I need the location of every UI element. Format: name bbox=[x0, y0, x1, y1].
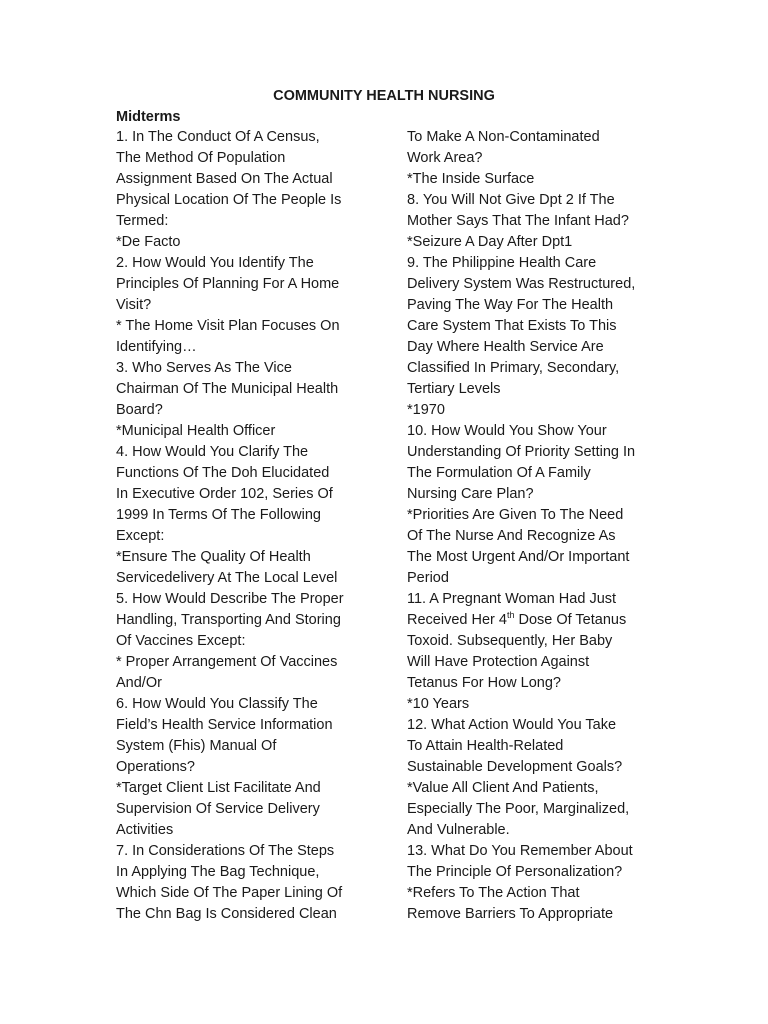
text-line: 8. You Will Not Give Dpt 2 If The bbox=[407, 192, 615, 208]
text-line: Handling, Transporting And Storing bbox=[116, 612, 341, 628]
text-line: The Most Urgent And/Or Important bbox=[407, 549, 630, 565]
text-line: 6. How Would You Classify The bbox=[116, 696, 318, 712]
text-line: In Applying The Bag Technique, bbox=[116, 864, 320, 880]
text-line: Field’s Health Service Information bbox=[116, 717, 333, 733]
text-line: And/Or bbox=[116, 675, 162, 691]
text-line: *Value All Client And Patients, bbox=[407, 780, 599, 796]
text-line: The Method Of Population bbox=[116, 150, 286, 166]
text-line: Paving The Way For The Health bbox=[407, 297, 614, 313]
text-line: 12. What Action Would You Take bbox=[407, 717, 617, 733]
text-line: 5. How Would Describe The Proper bbox=[116, 591, 344, 607]
text-line: 1999 In Terms Of The Following bbox=[116, 507, 321, 523]
text-line: Functions Of The Doh Elucidated bbox=[116, 465, 330, 481]
superscript: th bbox=[506, 610, 515, 621]
text-line: 13. What Do You Remember About bbox=[407, 843, 633, 859]
text-line: Principles Of Planning For A Home bbox=[116, 276, 340, 292]
text-line: Board? bbox=[116, 402, 163, 418]
text-line: Termed: bbox=[116, 213, 169, 229]
text-line: 11. A Pregnant Woman Had Just bbox=[407, 591, 617, 607]
text-line: Day Where Health Service Are bbox=[407, 339, 604, 355]
text-line: 3. Who Serves As The Vice bbox=[116, 360, 292, 376]
text-line: The Principle Of Personalization? bbox=[407, 864, 623, 880]
text-line: Assignment Based On The Actual bbox=[116, 171, 333, 187]
text-line: Physical Location Of The People Is bbox=[116, 192, 342, 208]
text-line: *Seizure A Day After Dpt1 bbox=[407, 234, 573, 250]
text-line: The Chn Bag Is Considered Clean bbox=[116, 906, 337, 922]
text-line: Classified In Primary, Secondary, bbox=[407, 360, 620, 376]
text-line: *De Facto bbox=[116, 234, 181, 250]
text-line: Remove Barriers To Appropriate bbox=[407, 906, 614, 922]
text-line: Of Vaccines Except: bbox=[116, 633, 246, 649]
text-line: *Target Client List Facilitate And bbox=[116, 780, 321, 796]
text-line: And Vulnerable. bbox=[407, 822, 510, 838]
text-line bbox=[407, 610, 677, 631]
text-line: Mother Says That The Infant Had? bbox=[407, 213, 629, 229]
text-line: 1. In The Conduct Of A Census, bbox=[116, 129, 320, 145]
text-line: Visit? bbox=[116, 297, 152, 313]
text-line: Supervision Of Service Delivery bbox=[116, 801, 320, 817]
text-line: Identifying… bbox=[116, 339, 197, 355]
text-line: Servicedelivery At The Local Level bbox=[116, 570, 338, 586]
text-line: Of The Nurse And Recognize As bbox=[407, 528, 616, 544]
right-text-column bbox=[407, 127, 677, 925]
left-text-column bbox=[116, 127, 386, 925]
text-line: 2. How Would You Identify The bbox=[116, 255, 314, 271]
text-line: Operations? bbox=[116, 759, 195, 775]
text-line: Activities bbox=[116, 822, 174, 838]
text-line: Care System That Exists To This bbox=[407, 318, 617, 334]
text-line: 9. The Philippine Health Care bbox=[407, 255, 597, 271]
text-line: To Attain Health-Related bbox=[407, 738, 564, 754]
text-line: 10. How Would You Show Your bbox=[407, 423, 607, 439]
text-line: Which Side Of The Paper Lining Of bbox=[116, 885, 343, 901]
text-line: Toxoid. Subsequently, Her Baby bbox=[407, 633, 613, 649]
text-line: *Priorities Are Given To The Need bbox=[407, 507, 624, 523]
text-line: Work Area? bbox=[407, 150, 483, 166]
text-line: Tertiary Levels bbox=[407, 381, 501, 397]
text-line: Delivery System Was Restructured, bbox=[407, 276, 636, 292]
text-line: *Refers To The Action That bbox=[407, 885, 580, 901]
text-line: Will Have Protection Against bbox=[407, 654, 590, 670]
text-segment: Dose Of Tetanus bbox=[514, 612, 627, 628]
text-segment: Received Her 4 bbox=[407, 612, 507, 628]
text-line: In Executive Order 102, Series Of bbox=[116, 486, 333, 502]
text-line: *The Inside Surface bbox=[407, 171, 535, 187]
text-line: *10 Years bbox=[407, 696, 470, 712]
text-line: 7. In Considerations Of The Steps bbox=[116, 843, 335, 859]
text-line: Understanding Of Priority Setting In bbox=[407, 444, 636, 460]
text-line: Nursing Care Plan? bbox=[407, 486, 534, 502]
text-line: Especially The Poor, Marginalized, bbox=[407, 801, 630, 817]
text-line: The Formulation Of A Family bbox=[407, 465, 591, 481]
section-heading: Midterms bbox=[116, 109, 181, 125]
text-line: * Proper Arrangement Of Vaccines bbox=[116, 654, 338, 670]
text-line: Tetanus For How Long? bbox=[407, 675, 561, 691]
text-line: To Make A Non-Contaminated bbox=[407, 129, 600, 145]
text-line: System (Fhis) Manual Of bbox=[116, 738, 277, 754]
text-line: * The Home Visit Plan Focuses On bbox=[116, 318, 340, 334]
text-line: *Municipal Health Officer bbox=[116, 423, 276, 439]
text-line: Period bbox=[407, 570, 449, 586]
text-line: Sustainable Development Goals? bbox=[407, 759, 623, 775]
text-line: Except: bbox=[116, 528, 165, 544]
text-line: Chairman Of The Municipal Health bbox=[116, 381, 339, 397]
text-line: *1970 bbox=[407, 402, 445, 418]
text-line: *Ensure The Quality Of Health bbox=[116, 549, 311, 565]
document-title: COMMUNITY HEALTH NURSING bbox=[273, 88, 495, 104]
text-line: 4. How Would You Clarify The bbox=[116, 444, 309, 460]
